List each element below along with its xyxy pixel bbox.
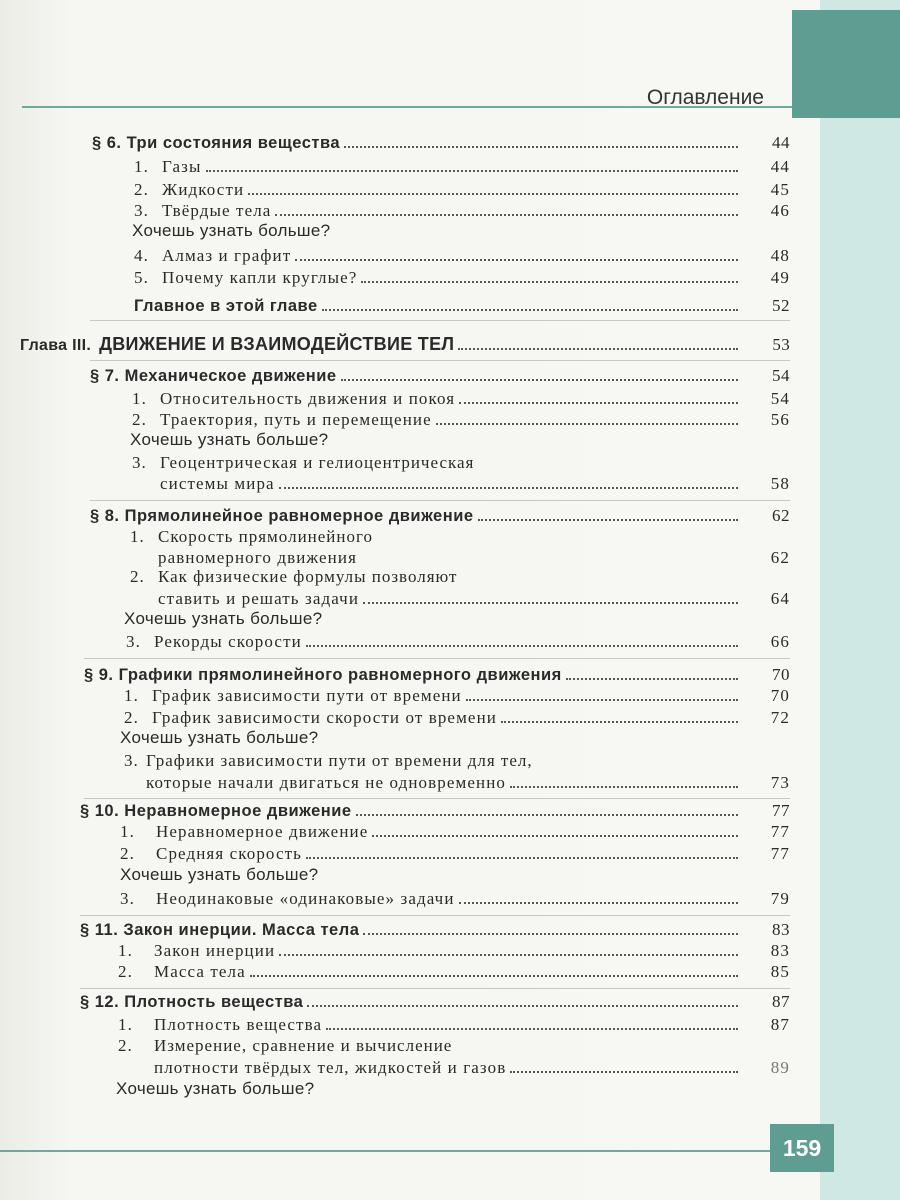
entry-title-cont: ставить и решать задачи xyxy=(158,589,360,608)
page-ref: 44 xyxy=(772,133,790,152)
toc-entry[interactable] xyxy=(118,941,790,961)
toc-entry[interactable] xyxy=(118,1015,790,1035)
entry-title: Главное в этой главе xyxy=(134,297,318,315)
toc-entry-line1[interactable] xyxy=(118,1036,452,1056)
toc-entry[interactable] xyxy=(126,632,790,652)
entry-number: 3. xyxy=(126,632,141,651)
page-ref: 48 xyxy=(770,246,790,265)
page-ref: 89 xyxy=(770,1058,790,1077)
section-label: § 9. Графики прямолинейного равномерного движения xyxy=(84,666,562,684)
toc-entry-line2[interactable] xyxy=(154,1058,790,1078)
entry-title: Алмаз и графит xyxy=(162,246,292,265)
entry-title: Рекорды скорости xyxy=(154,632,302,651)
divider xyxy=(90,500,790,501)
entry-number: 1. xyxy=(118,1015,133,1034)
entry-title: Траектория, путь и перемещение xyxy=(160,410,432,429)
footer-rule xyxy=(0,1150,770,1152)
entry-title: Твёрдые тела xyxy=(162,201,272,220)
page-ref: 46 xyxy=(770,201,790,220)
extra-heading: Хочешь узнать больше? xyxy=(120,865,319,884)
page-ref: 79 xyxy=(770,889,790,908)
section-label: § 12. Плотность вещества xyxy=(80,993,304,1011)
entry-number: 1. xyxy=(120,822,135,841)
toc-entry[interactable] xyxy=(134,201,790,221)
entry-title: Геоцентрическая и гелиоцентрическая xyxy=(160,453,475,472)
page-ref: 83 xyxy=(772,920,790,939)
entry-number: 2. xyxy=(118,1036,133,1055)
toc-entry-line2[interactable] xyxy=(160,474,790,494)
divider xyxy=(80,915,790,916)
entry-title: График зависимости пути от времени xyxy=(152,686,462,705)
entry-number: 2. xyxy=(120,844,135,863)
entry-number: 4. xyxy=(134,246,149,265)
toc-entry[interactable] xyxy=(134,180,790,200)
section-label: § 7. Механическое движение xyxy=(90,367,337,385)
entry-number: 1. xyxy=(130,527,145,546)
toc-entry-line2[interactable] xyxy=(146,773,790,793)
divider xyxy=(90,320,790,321)
page-ref: 54 xyxy=(772,366,790,385)
entry-title: Измерение, сравнение и вычисление xyxy=(154,1036,453,1055)
entry-number: 2. xyxy=(134,180,149,199)
entry-number: 2. xyxy=(124,708,139,727)
toc-entry-line2[interactable] xyxy=(158,589,790,609)
toc-entry[interactable] xyxy=(120,822,790,842)
section-7[interactable] xyxy=(90,366,790,386)
section-10[interactable] xyxy=(80,801,790,821)
page-ref: 72 xyxy=(770,708,790,727)
side-color-strip xyxy=(820,0,900,1200)
page-ref: 56 xyxy=(770,410,790,429)
entry-number: 2. xyxy=(118,962,133,981)
entry-number: 5. xyxy=(134,268,149,287)
entry-title: Как физические формулы позволяют xyxy=(158,567,458,586)
entry-number: 2. xyxy=(130,567,145,586)
extra-heading: Хочешь узнать больше? xyxy=(124,609,323,628)
divider xyxy=(84,798,790,799)
page-ref: 85 xyxy=(770,962,790,981)
toc-entry-line1[interactable] xyxy=(132,453,474,473)
entry-title: Масса тела xyxy=(154,962,246,981)
entry-title: Неравномерное движение xyxy=(156,822,369,841)
page-ref: 77 xyxy=(770,844,790,863)
toc-entry[interactable] xyxy=(134,268,790,288)
entry-number: 3. xyxy=(132,453,147,472)
page-ref: 54 xyxy=(770,389,790,408)
toc-entry[interactable] xyxy=(132,410,790,430)
page-ref: 52 xyxy=(772,296,790,315)
page-ref: 62 xyxy=(772,506,790,525)
toc-entry[interactable] xyxy=(118,962,790,982)
page-ref: 44 xyxy=(770,157,790,176)
section-8[interactable] xyxy=(90,506,790,526)
toc-entry-line2[interactable] xyxy=(158,548,790,568)
section-label: § 8. Прямолинейное равномерное движение xyxy=(90,507,474,525)
toc-entry-line1[interactable] xyxy=(124,751,533,771)
entry-title: Неодинаковые «одинаковые» задачи xyxy=(156,889,455,908)
extra-heading: Хочешь узнать больше? xyxy=(130,430,329,449)
toc-entry[interactable] xyxy=(134,246,790,266)
section-label: § 6. Три состояния вещества xyxy=(92,134,341,152)
page-ref: 70 xyxy=(770,686,790,705)
entry-title: Графики зависимости пути от времени для тел, xyxy=(146,751,533,770)
section-12[interactable] xyxy=(80,992,790,1012)
page-number: 159 xyxy=(782,1134,822,1161)
toc-entry[interactable] xyxy=(132,389,790,409)
entry-title: Относительность движения и покоя xyxy=(160,389,456,408)
entry-title: Газы xyxy=(162,157,202,176)
chapter-summary[interactable] xyxy=(134,296,790,316)
page-ref: 83 xyxy=(770,941,790,960)
page-ref: 70 xyxy=(772,665,790,684)
page-ref: 62 xyxy=(770,548,790,567)
entry-title-cont: плотности твёрдых тел, жидкостей и газов xyxy=(154,1058,507,1077)
extra-heading: Хочешь узнать больше? xyxy=(120,728,319,747)
entry-title: Средняя скорость xyxy=(156,844,302,863)
page-ref: 77 xyxy=(772,801,790,820)
chapter-title: ДВИЖЕНИЕ И ВЗАИМОДЕЙСТВИЕ ТЕЛ xyxy=(99,334,455,354)
toc-entry[interactable] xyxy=(120,844,790,864)
entry-title-cont: системы мира xyxy=(160,474,275,493)
page-ref: 64 xyxy=(770,589,790,608)
page-ref: 58 xyxy=(770,474,790,493)
entry-number: 3. xyxy=(120,889,135,908)
divider xyxy=(80,988,790,989)
page-ref: 73 xyxy=(770,773,790,792)
divider xyxy=(84,658,790,659)
entry-number: 2. xyxy=(132,410,147,429)
entry-title: График зависимости скорости от времени xyxy=(152,708,497,727)
page-ref: 66 xyxy=(770,632,790,651)
chapter-3[interactable] xyxy=(20,334,790,356)
extra-heading: Хочешь узнать больше? xyxy=(116,1079,315,1098)
page-ref: 53 xyxy=(772,335,790,354)
chapter-prefix: Глава III. xyxy=(20,337,92,354)
entry-title: Скорость прямолинейного xyxy=(158,527,374,546)
toc-entry[interactable] xyxy=(134,157,790,177)
entry-title-cont: которые начали двигаться не одновременно xyxy=(146,773,507,792)
toc-entry[interactable] xyxy=(124,708,790,728)
section-label: § 10. Неравномерное движение xyxy=(80,802,352,820)
toc-entry[interactable] xyxy=(124,686,790,706)
entry-title: Плотность вещества xyxy=(154,1015,323,1034)
toc-entry-line1[interactable] xyxy=(130,567,457,587)
toc-entry-line1[interactable] xyxy=(130,527,373,547)
page-ref: 77 xyxy=(770,822,790,841)
entry-title: Закон инерции xyxy=(154,941,276,960)
entry-title: Жидкости xyxy=(162,180,245,199)
section-11[interactable] xyxy=(80,920,790,940)
page-ref: 87 xyxy=(770,1015,790,1034)
page-title: Оглавление xyxy=(646,86,764,109)
page-number-box xyxy=(770,1124,834,1172)
entry-number: 1. xyxy=(118,941,133,960)
divider xyxy=(90,360,790,361)
section-label: § 11. Закон инерции. Масса тела xyxy=(80,921,360,939)
entry-title: Почему капли круглые? xyxy=(162,268,358,287)
entry-title-cont: равномерного движения xyxy=(158,548,358,567)
entry-number: 3. xyxy=(124,751,139,770)
extra-heading: Хочешь узнать больше? xyxy=(132,221,331,240)
entry-number: 1. xyxy=(134,157,149,176)
entry-number: 1. xyxy=(132,389,147,408)
page-ref: 49 xyxy=(770,268,790,287)
toc-entry[interactable] xyxy=(120,889,790,909)
entry-number: 3. xyxy=(134,201,149,220)
section-9[interactable] xyxy=(84,665,790,685)
entry-number: 1. xyxy=(124,686,139,705)
page-ref: 87 xyxy=(772,992,790,1011)
header-corner-block xyxy=(792,10,900,118)
section-6[interactable] xyxy=(92,133,790,153)
page-ref: 45 xyxy=(770,180,790,199)
